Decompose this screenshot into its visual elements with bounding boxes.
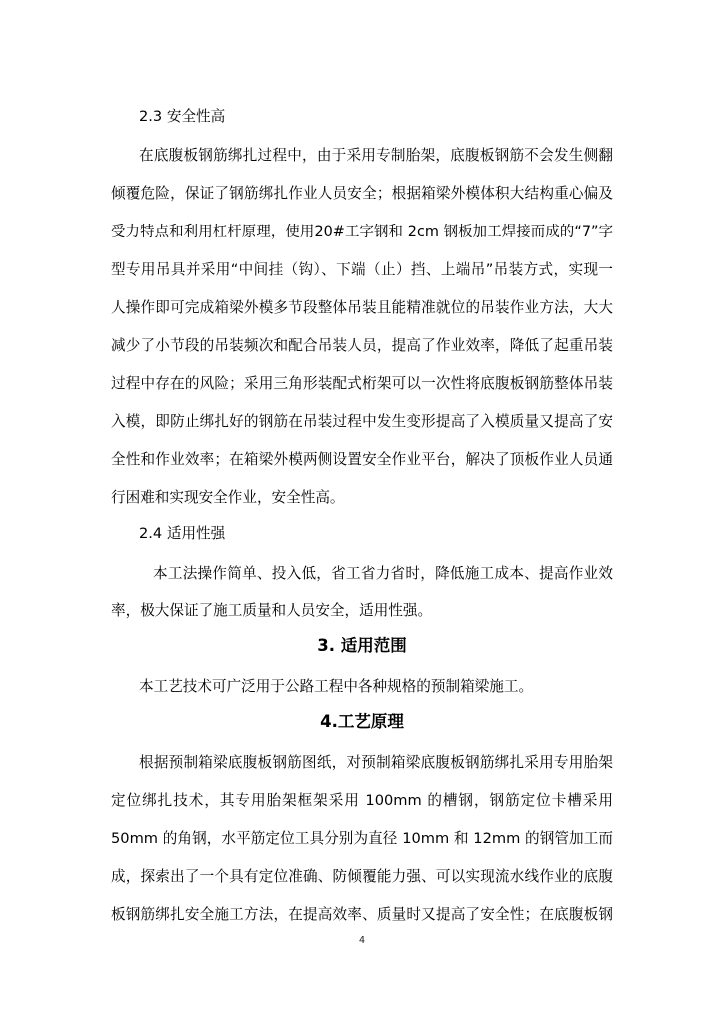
paragraph-line: 根据预制箱梁底腹板钢筋图纸，对预制箱梁底腹板钢筋绑扎采用专用胎架 (139, 754, 613, 771)
paragraph-line: 成，探索出了一个具有定位准确、防倾覆能力强、可以实现流水线作业的底腹 (111, 868, 613, 885)
section-heading-3: 3. 适用范围 (317, 636, 407, 655)
paragraph-line: 定位绑扎技术，其专用胎架框架采用 100mm 的槽钢，钢筋定位卡槽采用 (111, 792, 613, 809)
section-heading-2-4: 2.4 适用性强 (139, 525, 226, 542)
paragraph-line: 本工艺技术可广泛用于公路工程中各种规格的预制箱梁施工。 (139, 678, 534, 695)
paragraph-line: 减少了小节段的吊装频次和配合吊装人员，提高了作业效率，降低了起重吊装 (111, 337, 613, 354)
paragraph-line: 本工法操作简单、投入低，省工省力省时，降低施工成本、提高作业效 (153, 565, 613, 582)
paragraph-line: 50mm 的角钢，水平筋定位工具分别为直径 10mm 和 12mm 的钢管加工而 (111, 830, 613, 847)
paragraph-line: 受力特点和利用杠杆原理，使用20#工字钢和 2cm 钢板加工焊接而成的“7”字 (111, 224, 613, 240)
section-heading-4: 4.工艺原理 (320, 712, 404, 731)
section-heading-2-3: 2.3 安全性高 (139, 108, 226, 125)
paragraph-line: 入模，即防止绑扎好的钢筋在吊装过程中发生变形提高了入模质量又提高了安 (111, 413, 613, 430)
paragraph-line: 全性和作业效率；在箱梁外模两侧设置安全作业平台，解决了顶板作业人员通 (111, 451, 613, 468)
paragraph-line: 率，极大保证了施工质量和人员安全，适用性强。 (111, 602, 433, 619)
paragraph-line: 倾覆危险，保证了钢筋绑扎作业人员安全；根据箱梁外模体积大结构重心偏及 (111, 185, 613, 202)
paragraph-line: 行困难和实现安全作业，安全性高。 (111, 489, 345, 506)
paragraph-line: 板钢筋绑扎安全施工方法，在提高效率、质量时又提高了安全性；在底腹板钢 (111, 906, 613, 923)
page-number: 4 (358, 935, 366, 946)
paragraph-line: 人操作即可完成箱梁外模多节段整体吊装且能精准就位的吊装作业方法，大大 (111, 299, 613, 316)
paragraph-line: 过程中存在的风险；采用三角形装配式桁架可以一次性将底腹板钢筋整体吊装 (111, 375, 613, 392)
paragraph-line: 型专用吊具并采用“中间挂（钩）、下端（止）挡、上端吊”吊装方式，实现一 (111, 261, 613, 278)
paragraph-line: 在底腹板钢筋绑扎过程中，由于采用专制胎架，底腹板钢筋不会发生侧翻 (139, 147, 613, 164)
